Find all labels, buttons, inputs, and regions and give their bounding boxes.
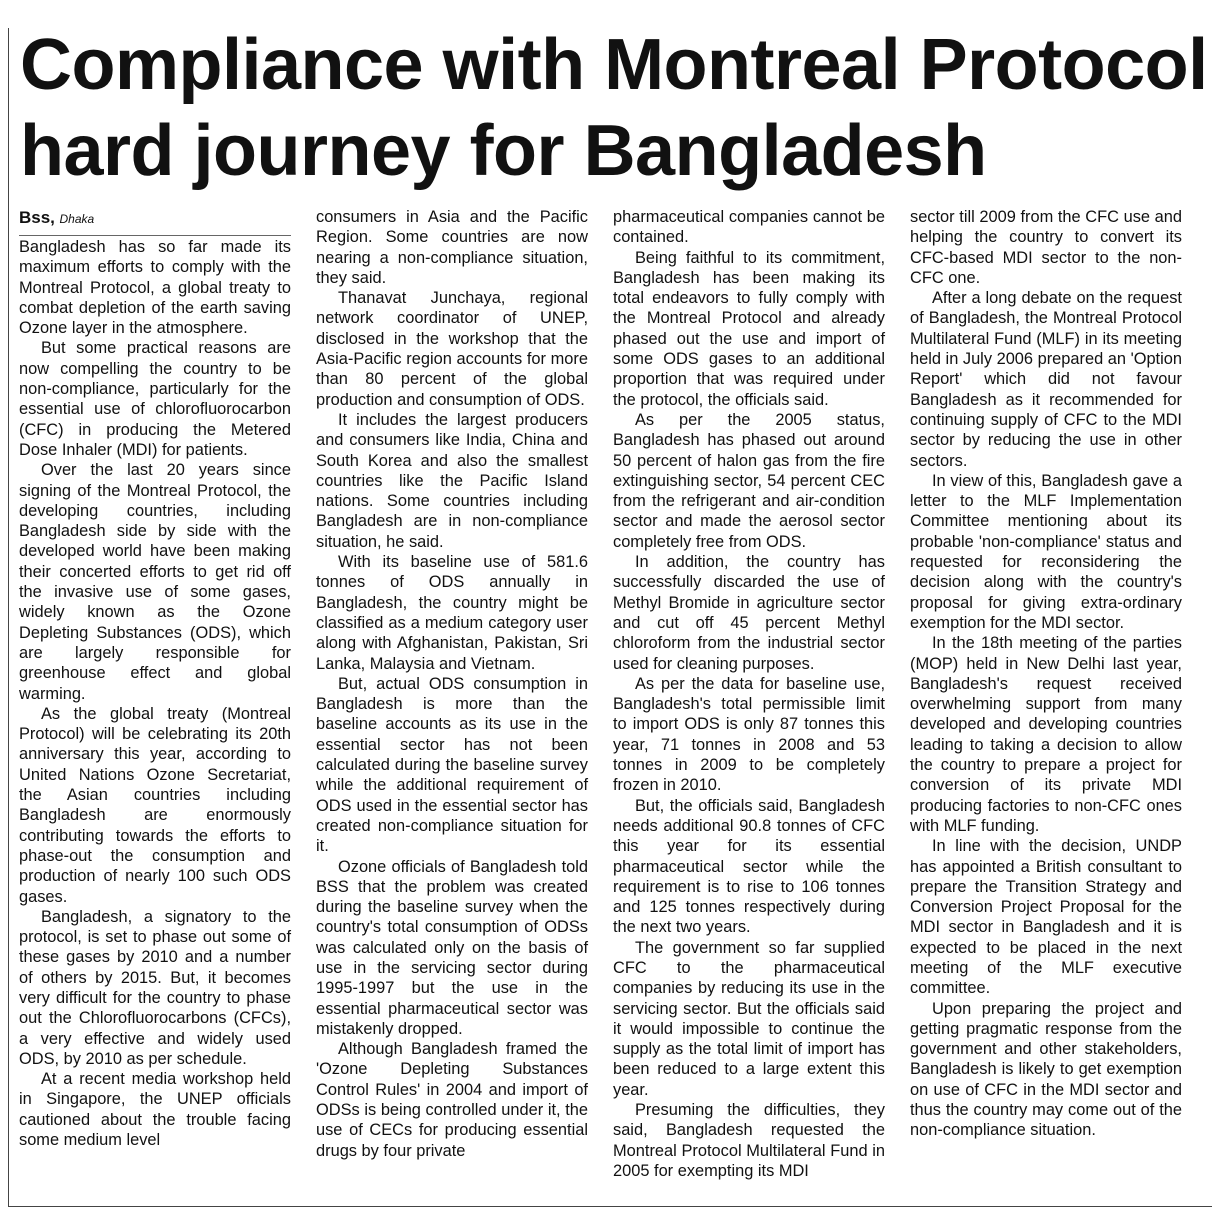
paragraph: Thanavat Junchaya, regional network coordinator of UNEP, disclosed in the workshop that the Asia-Pacific region accounts for more than 80 percent of the global production and consumption of ODS. — [316, 289, 588, 409]
paragraph: pharmaceutical companies cannot be contained. — [613, 208, 885, 247]
paragraph: sector till 2009 from the CFC use and helping the country to convert its CFC-based MDI sector to the non-CFC one. — [910, 208, 1182, 287]
article-column-3 — [613, 207, 885, 1181]
paragraph: The government so far supplied CFC to the pharmaceutical companies by reducing its use in the servicing sector. But the officials said it would impossible to continue the supply as the total limit of import has been reduced to a large extent this year. — [613, 938, 885, 1099]
paragraph: Although Bangladesh framed the 'Ozone Depleting Substances Control Rules' in 2004 and import of ODSs is being controlled under it, the use of CECs for producing essential drugs by four private — [316, 1040, 588, 1160]
headline-line-1: Compliance with Montreal Protocol — [20, 25, 1208, 105]
paragraph: Presuming the difficulties, they said, Bangladesh requested the Montreal Protocol Multilateral Fund in 2005 for exempting its MDI — [613, 1101, 885, 1180]
headline — [20, 22, 1208, 194]
paragraph: In line with the decision, UNDP has appointed a British consultant to prepare the Transition Strategy and Conversion Project Proposal for the MDI sector in Bangladesh and it is expected to be placed in the next meeting of the MLF executive committee. — [910, 837, 1182, 998]
paragraph: At a recent media workshop held in Singapore, the UNEP officials cautioned about the trouble facing some medium level — [19, 1070, 291, 1150]
byline-agency: Bss, — [19, 208, 55, 227]
paragraph: In view of this, Bangladesh gave a letter to the MLF Implementation Committee mentioning about its probable 'non-compliance' status and requested for reconsidering the decision along with the country's proposal for giving extra-ordinary exemption for the MDI sector. — [910, 471, 1182, 632]
byline-location: Dhaka — [59, 212, 95, 226]
article-column-4 — [910, 207, 1182, 1141]
paragraph: Over the last 20 years since signing of the Montreal Protocol, the developing countries, including Bangladesh side by side with the developed world have been making their concerted efforts to get rid off the invasive use of some gases, widely known as the Ozone Depleting Substances (ODS), which are largely responsible for greenhouse effect and global warming. — [19, 461, 291, 703]
paragraph: As per the 2005 status, Bangladesh has phased out around 50 percent of halon gas from the fire extinguishing sector, 54 percent CEC from the refrigerant and air-condition sector and made the aerosol sector completely free from ODS. — [613, 410, 885, 551]
headline-line-2: hard journey for Bangladesh — [20, 111, 987, 191]
paragraph: After a long debate on the request of Bangladesh, the Montreal Protocol Multilateral Fund (MLF) in its meeting held in July 2006 prepared an 'Option Report' which did not favour Bangladesh as it recommended for continuing supply of CFC to the MDI sector by reducing the use in other sectors. — [910, 289, 1182, 470]
paragraph: As per the data for baseline use, Bangladesh's total permissible limit to import ODS is only 87 tonnes this year, 71 tonnes in 2008 and 53 tonnes in 2009 to be completely frozen in 2010. — [613, 674, 885, 795]
paragraph: As the global treaty (Montreal Protocol) will be celebrating its 20th anniversary this year, according to United Nations Ozone Secretariat, the Asian countries including Bangladesh are enormously contributing towards the efforts to phase-out the consumption and production of nearly 100 such ODS gases. — [19, 704, 291, 906]
bottom-border-rule — [8, 1206, 1212, 1207]
paragraph: In the 18th meeting of the parties (MOP) held in New Delhi last year, Bangladesh's request received overwhelming support from many developed and developing countries leading to taking a decision to allow the country to prepare a project for conversion of its private MDI producing factories to non-CFC ones with MLF funding. — [910, 634, 1182, 835]
article-column-1 — [19, 207, 291, 1150]
paragraph: Upon preparing the project and getting pragmatic response from the government and other stakeholders, Bangladesh is likely to get exemption on use of CFC in the MDI sector and thus the country may come out of the non-compliance situation. — [910, 999, 1182, 1140]
paragraph: With its baseline use of 581.6 tonnes of ODS annually in Bangladesh, the country might be classified as a medium category user along with Afghanistan, Pakistan, Sri Lanka, Malaysia and Vietnam. — [316, 553, 588, 673]
paragraph: But some practical reasons are now compelling the country to be non-compliance, particularly for the essential use of chlorofluorocarbon (CFC) in producing the Metered Dose Inhaler (MDI) for patients. — [19, 339, 291, 459]
paragraph: Bangladesh has so far made its maximum efforts to comply with the Montreal Protocol, a global treaty to combat depletion of the earth saving Ozone layer in the atmosphere. — [19, 238, 291, 338]
article-column-2 — [316, 207, 588, 1161]
paragraph: Being faithful to its commitment, Bangladesh has been making its total endeavors to fully comply with the Montreal Protocol and already phased out the use and import of some ODS gases to an additional proportion that was required under the protocol, the officials said. — [613, 248, 885, 409]
paragraph: But, the officials said, Bangladesh needs additional 90.8 tonnes of CFC this year for its essential pharmaceutical sector while the requirement is to rise to 106 tonnes and 125 tonnes respectively during the next two years. — [613, 796, 885, 937]
byline — [19, 207, 291, 229]
paragraph: consumers in Asia and the Pacific Region. Some countries are now nearing a non-compliance situation, they said. — [316, 208, 588, 287]
left-border-rule — [8, 28, 9, 1206]
paragraph: Ozone officials of Bangladesh told BSS that the problem was created during the baseline survey when the country's total consumption of ODSs was calculated only on the basis of use in the servicing sector during 1995-1997 but the use in the essential pharmaceutical sector was mistakenly dropped. — [316, 857, 588, 1038]
paragraph: Bangladesh, a signatory to the protocol, is set to phase out some of these gases by 2010 and a number of others by 2015. But, it becomes very difficult for the country to phase out the Chlorofluorocarbons (CFCs), a very effective and widely used ODS, by 2010 as per schedule. — [19, 907, 291, 1068]
paragraph: In addition, the country has successfully discarded the use of Methyl Bromide in agriculture sector and cut off 45 percent Methyl chloroform from the industrial sector used for cleaning purposes. — [613, 553, 885, 673]
paragraph: But, actual ODS consumption in Bangladesh is more than the baseline accounts as its use in the essential sector has not been calculated during the baseline survey while the additional requirement of ODS used in the essential sector has created non-compliance situation for it. — [316, 674, 588, 856]
byline-rule — [19, 235, 291, 236]
paragraph: It includes the largest producers and consumers like India, China and South Korea and also the smallest countries like the Pacific Island nations. Some countries including Bangladesh are in non-compliance situation, he said. — [316, 410, 588, 551]
